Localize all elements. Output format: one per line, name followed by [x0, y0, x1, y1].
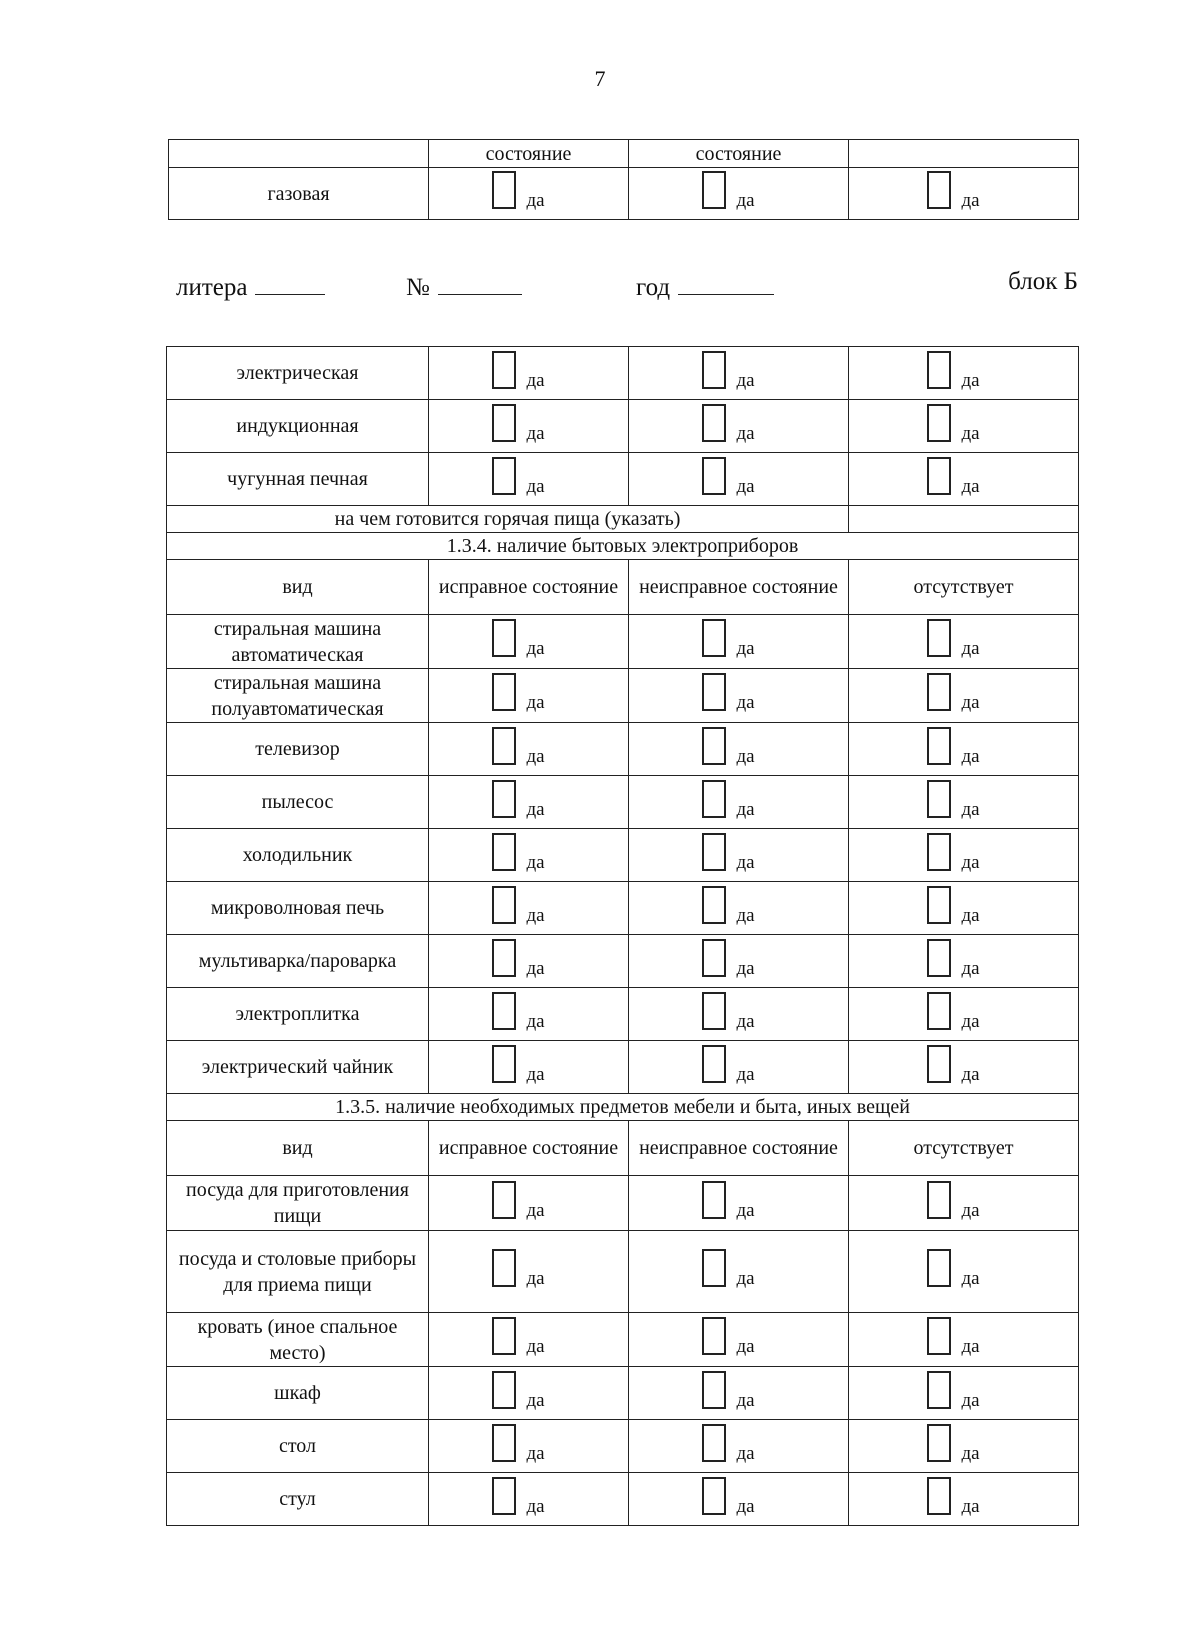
section-title: 1.3.4. наличие бытовых электроприборов — [167, 533, 1079, 560]
yes-cell — [849, 1367, 1079, 1420]
yes-label: да — [736, 1495, 755, 1517]
checkbox-absent[interactable] — [927, 1424, 951, 1462]
yes-label: да — [961, 798, 980, 820]
checkbox-absent[interactable] — [927, 833, 951, 871]
yes-cell — [429, 615, 629, 669]
litera-field — [176, 268, 325, 302]
checkbox-faulty[interactable] — [702, 1371, 726, 1409]
yes-cell — [849, 1231, 1079, 1313]
yes-label: да — [526, 957, 545, 979]
row-label: пылесос — [167, 776, 429, 829]
header-cell: состояние — [429, 140, 629, 168]
yes-label: да — [526, 190, 545, 211]
row-label: газовая — [169, 168, 429, 220]
yes-cell — [629, 829, 849, 882]
checkbox-absent[interactable] — [927, 457, 951, 495]
year-label: год — [636, 274, 671, 301]
table-row — [167, 935, 1079, 988]
yes-label: да — [526, 798, 545, 820]
checkbox-working[interactable] — [492, 351, 516, 389]
checkbox-working[interactable] — [492, 780, 516, 818]
yes-label: да — [526, 1268, 545, 1289]
checkbox-faulty[interactable] — [702, 1477, 726, 1515]
yes-cell — [849, 1473, 1079, 1526]
yes-label: да — [736, 1389, 755, 1411]
yes-label: да — [961, 957, 980, 979]
column-header: исправное состояние — [429, 560, 629, 615]
yes-cell — [429, 723, 629, 776]
checkbox-faulty[interactable] — [702, 992, 726, 1030]
table-row — [167, 400, 1079, 453]
yes-cell — [629, 723, 849, 776]
yes-cell — [849, 723, 1079, 776]
yes-label: да — [526, 422, 545, 444]
yes-cell — [629, 882, 849, 935]
table-row — [167, 1473, 1079, 1526]
yes-cell — [849, 776, 1079, 829]
yes-cell — [429, 669, 629, 723]
yes-label: да — [526, 1010, 545, 1032]
row-label: электроплитка — [167, 988, 429, 1041]
yes-label: да — [526, 692, 545, 713]
checkbox-working[interactable] — [492, 939, 516, 977]
block-label: блок Б — [1008, 268, 1078, 295]
table-row — [167, 829, 1079, 882]
yes-label: да — [961, 1010, 980, 1032]
yes-label: да — [961, 475, 980, 497]
row-label: индукционная — [167, 400, 429, 453]
checkbox-absent[interactable] — [927, 351, 951, 389]
table-row — [167, 723, 1079, 776]
yes-cell — [849, 882, 1079, 935]
yes-label: да — [961, 1389, 980, 1411]
yes-label: да — [526, 369, 545, 391]
checkbox-faulty[interactable] — [702, 727, 726, 765]
checkbox-working[interactable] — [492, 404, 516, 442]
checkbox-absent[interactable] — [927, 780, 951, 818]
yes-cell — [849, 988, 1079, 1041]
checkbox-absent[interactable] — [927, 992, 951, 1030]
header-cell — [169, 140, 429, 168]
yes-cell — [849, 1420, 1079, 1473]
yes-label: да — [736, 422, 755, 444]
column-header: исправное состояние — [429, 1121, 629, 1176]
checkbox-working[interactable] — [492, 1424, 516, 1462]
yes-label: да — [961, 1336, 980, 1357]
yes-cell — [429, 168, 629, 220]
block-meta-line — [176, 268, 1078, 304]
checkbox-faulty[interactable] — [702, 404, 726, 442]
column-header: вид — [167, 1121, 429, 1176]
section-title-row — [167, 1094, 1079, 1121]
yes-label: да — [736, 638, 755, 659]
yes-label: да — [526, 851, 545, 873]
yes-cell — [849, 1313, 1079, 1367]
yes-cell — [629, 615, 849, 669]
checkbox-absent[interactable] — [927, 1317, 951, 1355]
header-cell: состояние — [629, 140, 849, 168]
column-header: неисправное состояние — [629, 1121, 849, 1176]
section-title-row — [167, 533, 1079, 560]
yes-cell — [629, 168, 849, 220]
header-cell — [849, 140, 1079, 168]
checkbox-absent[interactable] — [927, 171, 951, 209]
yes-label: да — [736, 851, 755, 873]
checkbox-faulty[interactable] — [702, 939, 726, 977]
yes-label: да — [961, 1199, 980, 1221]
checkbox-faulty[interactable] — [702, 1317, 726, 1355]
checkbox-working[interactable] — [492, 1045, 516, 1083]
yes-label: да — [526, 1495, 545, 1517]
row-label: стиральная машина полуавтоматическая — [167, 669, 429, 723]
table-row — [167, 1176, 1079, 1231]
yes-cell — [849, 347, 1079, 400]
row-label: телевизор — [167, 723, 429, 776]
yes-cell — [429, 1473, 629, 1526]
yes-label: да — [526, 1442, 545, 1464]
checkbox-faulty[interactable] — [702, 1249, 726, 1287]
yes-label: да — [961, 1268, 980, 1289]
checkbox-working[interactable] — [492, 1181, 516, 1219]
yes-label: да — [736, 190, 755, 211]
column-header: неисправное состояние — [629, 560, 849, 615]
yes-cell — [849, 1041, 1079, 1094]
table-row — [167, 453, 1079, 506]
number-label: № — [406, 274, 430, 301]
yes-label: да — [961, 638, 980, 659]
yes-label: да — [526, 1389, 545, 1411]
table-row — [167, 1231, 1079, 1313]
checkbox-absent[interactable] — [927, 886, 951, 924]
table-row — [169, 168, 1079, 220]
yes-label: да — [736, 745, 755, 767]
yes-label: да — [961, 745, 980, 767]
table-row — [167, 347, 1079, 400]
yes-label: да — [961, 1442, 980, 1464]
yes-label: да — [736, 957, 755, 979]
hot-food-label: на чем готовится горячая пища (указать) — [167, 506, 849, 533]
row-label: кровать (иное спальное место) — [167, 1313, 429, 1367]
yes-label: да — [526, 745, 545, 767]
checkbox-working[interactable] — [492, 1317, 516, 1355]
row-label: микроволновая печь — [167, 882, 429, 935]
yes-label: да — [736, 692, 755, 713]
row-label: стул — [167, 1473, 429, 1526]
yes-cell — [629, 669, 849, 723]
yes-cell — [429, 829, 629, 882]
yes-label: да — [526, 638, 545, 659]
checkbox-working[interactable] — [492, 619, 516, 657]
yes-cell — [849, 829, 1079, 882]
year-input[interactable] — [678, 268, 774, 295]
checkbox-working[interactable] — [492, 171, 516, 209]
hot-food-input[interactable] — [849, 506, 1079, 533]
hot-food-row — [167, 506, 1079, 533]
yes-cell — [849, 400, 1079, 453]
column-header: отсутствует — [849, 1121, 1079, 1176]
number-field — [406, 268, 522, 302]
yes-cell — [429, 882, 629, 935]
checkbox-faulty[interactable] — [702, 673, 726, 711]
checkbox-working[interactable] — [492, 1477, 516, 1515]
yes-cell — [629, 1041, 849, 1094]
yes-cell — [629, 988, 849, 1041]
checkbox-faulty[interactable] — [702, 457, 726, 495]
yes-cell — [629, 1313, 849, 1367]
checkbox-working[interactable] — [492, 673, 516, 711]
row-label: электрический чайник — [167, 1041, 429, 1094]
yes-cell — [849, 1176, 1079, 1231]
litera-label: литера — [176, 274, 248, 301]
yes-label: да — [961, 1495, 980, 1517]
yes-label: да — [736, 1442, 755, 1464]
yes-cell — [429, 400, 629, 453]
page-number: 7 — [594, 66, 606, 91]
yes-cell — [849, 615, 1079, 669]
yes-label: да — [961, 369, 980, 391]
checkbox-absent[interactable] — [927, 727, 951, 765]
table-row — [167, 1041, 1079, 1094]
yes-cell — [429, 1176, 629, 1231]
checkbox-working[interactable] — [492, 1371, 516, 1409]
column-header: вид — [167, 560, 429, 615]
yes-label: да — [736, 1010, 755, 1032]
main-table — [166, 346, 1079, 1526]
yes-label: да — [736, 798, 755, 820]
section-title: 1.3.5. наличие необходимых предметов мебели и быта, иных вещей — [167, 1094, 1079, 1121]
row-label: электрическая — [167, 347, 429, 400]
yes-cell — [629, 1231, 849, 1313]
row-label: холодильник — [167, 829, 429, 882]
yes-label: да — [736, 369, 755, 391]
checkbox-faulty[interactable] — [702, 1181, 726, 1219]
checkbox-absent[interactable] — [927, 1249, 951, 1287]
row-label: мультиварка/пароварка — [167, 935, 429, 988]
yes-label: да — [961, 422, 980, 444]
table-header-row — [167, 1121, 1079, 1176]
checkbox-working[interactable] — [492, 727, 516, 765]
yes-cell — [429, 1231, 629, 1313]
table-header-row — [167, 560, 1079, 615]
yes-label: да — [961, 692, 980, 713]
checkbox-absent[interactable] — [927, 1477, 951, 1515]
top-table-header — [169, 140, 1079, 168]
table-row — [167, 615, 1079, 669]
checkbox-working[interactable] — [492, 992, 516, 1030]
checkbox-faulty[interactable] — [702, 886, 726, 924]
yes-cell — [429, 1041, 629, 1094]
table-row — [167, 1420, 1079, 1473]
checkbox-working[interactable] — [492, 833, 516, 871]
yes-label: да — [736, 904, 755, 926]
year-field — [636, 268, 774, 302]
yes-label: да — [736, 1063, 755, 1085]
yes-cell — [429, 1367, 629, 1420]
checkbox-absent[interactable] — [927, 619, 951, 657]
table-row — [167, 1367, 1079, 1420]
table-row — [167, 988, 1079, 1041]
yes-label: да — [526, 475, 545, 497]
checkbox-faulty[interactable] — [702, 780, 726, 818]
yes-label: да — [526, 1336, 545, 1357]
row-label: стиральная машина автоматическая — [167, 615, 429, 669]
yes-cell — [849, 935, 1079, 988]
yes-label: да — [961, 904, 980, 926]
checkbox-working[interactable] — [492, 457, 516, 495]
yes-cell — [429, 776, 629, 829]
yes-label: да — [526, 1063, 545, 1085]
yes-cell — [849, 168, 1079, 220]
yes-label: да — [961, 190, 980, 211]
yes-label: да — [526, 904, 545, 926]
yes-cell — [429, 935, 629, 988]
column-header: отсутствует — [849, 560, 1079, 615]
row-label: чугунная печная — [167, 453, 429, 506]
checkbox-faulty[interactable] — [702, 833, 726, 871]
checkbox-working[interactable] — [492, 886, 516, 924]
number-input[interactable] — [438, 268, 522, 295]
yes-label: да — [736, 1199, 755, 1221]
yes-cell — [629, 776, 849, 829]
checkbox-faulty[interactable] — [702, 619, 726, 657]
yes-label: да — [736, 475, 755, 497]
table-row — [167, 882, 1079, 935]
top-table — [168, 139, 1079, 220]
checkbox-absent[interactable] — [927, 939, 951, 977]
yes-label: да — [736, 1268, 755, 1289]
yes-label: да — [526, 1199, 545, 1221]
table-row — [167, 1313, 1079, 1367]
yes-cell — [429, 988, 629, 1041]
yes-label: да — [961, 1063, 980, 1085]
yes-label: да — [961, 851, 980, 873]
yes-cell — [429, 1313, 629, 1367]
checkbox-faulty[interactable] — [702, 351, 726, 389]
yes-cell — [629, 935, 849, 988]
yes-cell — [629, 400, 849, 453]
yes-cell — [629, 1367, 849, 1420]
checkbox-absent[interactable] — [927, 1045, 951, 1083]
yes-cell — [629, 1176, 849, 1231]
yes-cell — [629, 1473, 849, 1526]
checkbox-absent[interactable] — [927, 673, 951, 711]
yes-cell — [429, 347, 629, 400]
checkbox-faulty[interactable] — [702, 171, 726, 209]
row-label: посуда и столовые приборы для приема пищи — [167, 1231, 429, 1313]
checkbox-faulty[interactable] — [702, 1424, 726, 1462]
litera-input[interactable] — [255, 268, 325, 295]
table-row — [167, 776, 1079, 829]
yes-label: да — [736, 1336, 755, 1357]
table-row — [167, 669, 1079, 723]
yes-cell — [849, 669, 1079, 723]
checkbox-faulty[interactable] — [702, 1045, 726, 1083]
yes-cell — [629, 347, 849, 400]
yes-cell — [429, 1420, 629, 1473]
yes-cell — [629, 453, 849, 506]
checkbox-absent[interactable] — [927, 1371, 951, 1409]
checkbox-working[interactable] — [492, 1249, 516, 1287]
row-label: шкаф — [167, 1367, 429, 1420]
yes-cell — [849, 453, 1079, 506]
row-label: посуда для приготовления пищи — [167, 1176, 429, 1231]
checkbox-absent[interactable] — [927, 1181, 951, 1219]
row-label: стол — [167, 1420, 429, 1473]
yes-cell — [429, 453, 629, 506]
yes-cell — [629, 1420, 849, 1473]
checkbox-absent[interactable] — [927, 404, 951, 442]
